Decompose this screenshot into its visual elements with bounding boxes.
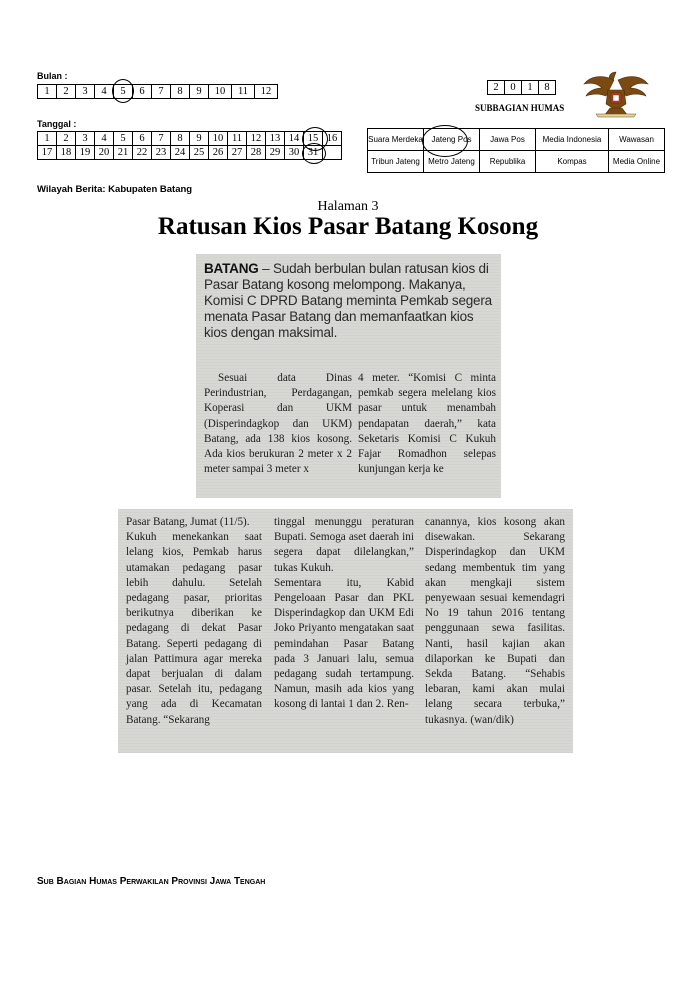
date-cell: 19 [76, 146, 95, 160]
date-cell: 11 [228, 132, 247, 146]
date-cell: 3 [76, 132, 95, 146]
month-cell: 10 [209, 85, 232, 99]
date-grid [37, 131, 342, 160]
date-cell: 9 [190, 132, 209, 146]
date-cell: 27 [228, 146, 247, 160]
month-grid [37, 84, 278, 99]
media-source-cell: Kompas [536, 151, 609, 173]
page-number: Halaman 3 [317, 199, 379, 214]
date-circle-mark-2 [302, 143, 326, 164]
month-cell: 1 [38, 85, 57, 99]
date-cell: 26 [209, 146, 228, 160]
date-cell: 2 [57, 132, 76, 146]
date-cell: 25 [190, 146, 209, 160]
date-cell: 10 [209, 132, 228, 146]
media-source-cell: Suara Merdeka [368, 129, 424, 151]
article-headline: Ratusan Kios Pasar Batang Kosong [157, 213, 539, 240]
date-cell: 18 [57, 146, 76, 160]
media-source-cell: Media Online [609, 151, 665, 173]
article-column-2: 4 meter. “Komisi C minta pemkab segera melelang kios pasar untuk menambah pendapatan daerah,” kata Seketaris Komisi C Kukuh Fajar Romadhon selepas kunjungan kerja ke [358, 372, 496, 476]
bulan-label: Bulan : [37, 71, 68, 81]
year-box [487, 80, 556, 95]
month-cell: 3 [76, 85, 95, 99]
date-cell: 24 [171, 146, 190, 160]
wilayah-label: Wilayah Berita: Kabupaten Batang [37, 184, 193, 195]
date-cell: 28 [247, 146, 266, 160]
year-digit-cell: 0 [505, 81, 522, 95]
media-source-cell: Republika [480, 151, 536, 173]
tanggal-label: Tanggal : [37, 119, 77, 129]
date-cell: 23 [152, 146, 171, 160]
date-cell: 6 [133, 132, 152, 146]
media-source-cell: Wawasan [609, 129, 665, 151]
month-cell: 5 [114, 85, 133, 99]
month-cell: 8 [171, 85, 190, 99]
date-cell: 30 [285, 146, 304, 160]
month-cell: 6 [133, 85, 152, 99]
garuda-emblem-logo [582, 68, 650, 118]
article-column-3: Pasar Batang, Jumat (11/5). Kukuh menekankan saat lelang kios, Pemkab harus utamakan pedagang pasar lebih dahulu. Setelah pedagang pasar, prioritas berikutnya diberikan ke pedagang di dekat Pasar Batang. Seperti pedagang di jalan Pattimura agar mereka dapat berjualan di dalam pasar. Setelah itu, pedagang yang ada di Kecamatan Batang. “Sekarang [126, 516, 262, 726]
article-column-4: tinggal menunggu peraturan Bupati. Semoga aset daerah ini segera dapat dilelangkan,” tukas Kukuh. Sementara itu, Kabid Pengeloaan Pasar dan PKL Disperindagkop dan UKM Edi Joko Priyanto mengatakan saat pemindahan Pasar Batang pada 3 Januari lalu, semua pedagang sudah tertampung. Namun, masih ada kios yang kosong di lantai 1 dan 2. Ren- [274, 516, 414, 711]
month-circle-mark [112, 79, 134, 103]
year-digit-cell: 2 [488, 81, 505, 95]
media-source-cell: Jateng Pos [424, 129, 480, 151]
date-cell: 20 [95, 146, 114, 160]
media-source-cell: Tribun Jateng [368, 151, 424, 173]
year-digit-cell: 8 [539, 81, 556, 95]
date-cell: 7 [152, 132, 171, 146]
news-clipping-top [196, 254, 501, 498]
news-clipping-bottom [118, 509, 573, 753]
year-digit-cell: 1 [522, 81, 539, 95]
media-source-cell: Jawa Pos [480, 129, 536, 151]
month-cell: 9 [190, 85, 209, 99]
date-cell: 5 [114, 132, 133, 146]
media-source-cell: Metro Jateng [424, 151, 480, 173]
month-cell: 4 [95, 85, 114, 99]
article-column-5: canannya, kios kosong akan disewakan. Sekarang Disperindagkop dan UKM sedang membentuk tim yang akan mengkaji sistem penyewaan sesuai kemendagri No 19 tahun 2016 tentang penggunaan sewa fasilitas. Nanti, hasil kajian akan dilaporkan ke Bupati dan Sekda Batang. “Sehabis lebaran, kami akan mulai lelang secara terbuka,” tukasnya. (wan/dik) [425, 516, 565, 726]
date-cell: 22 [133, 146, 152, 160]
month-cell: 7 [152, 85, 171, 99]
month-cell: 12 [255, 85, 278, 99]
date-cell: 15 [304, 132, 323, 146]
date-cell: 8 [171, 132, 190, 146]
date-cell: 1 [38, 132, 57, 146]
media-source-table [367, 128, 665, 173]
lead-text: – Sudah berbulan bulan ratusan kios di Pasar Batang kosong melompong. Makanya, Komisi C DPRD Batang meminta Pemkab segera menata Pasar Batang dan memanfaatkan kios kios dengan maksimal. [204, 261, 492, 340]
date-cell: 29 [266, 146, 285, 160]
footer-text: Sub Bagian Humas Perwakilan Provinsi Jawa Tengah [37, 876, 266, 887]
date-cell: 13 [266, 132, 285, 146]
article-column-1: Sesuai data Dinas Perindustrian, Perdagangan, Koperasi dan UKM (Disperindagkop dan UKM) Batang, ada 138 kios kosong. Ada kios berukuran 2 meter x 2 meter sampai 3 meter x [204, 372, 352, 476]
date-cell: 4 [95, 132, 114, 146]
lead-paragraph [204, 261, 494, 341]
date-cell: 14 [285, 132, 304, 146]
subbagian-label: SUBBAGIAN HUMAS [475, 103, 565, 113]
date-cell: 16 [323, 132, 342, 146]
media-source-cell: Media Indonesia [536, 129, 609, 151]
date-cell: 31 [304, 146, 323, 160]
month-cell: 2 [57, 85, 76, 99]
date-cell: 21 [114, 146, 133, 160]
lead-dateline: BATANG [204, 261, 259, 276]
date-cell: 12 [247, 132, 266, 146]
media-circle-mark [422, 125, 468, 157]
date-cell: 17 [38, 146, 57, 160]
month-cell: 11 [232, 85, 255, 99]
